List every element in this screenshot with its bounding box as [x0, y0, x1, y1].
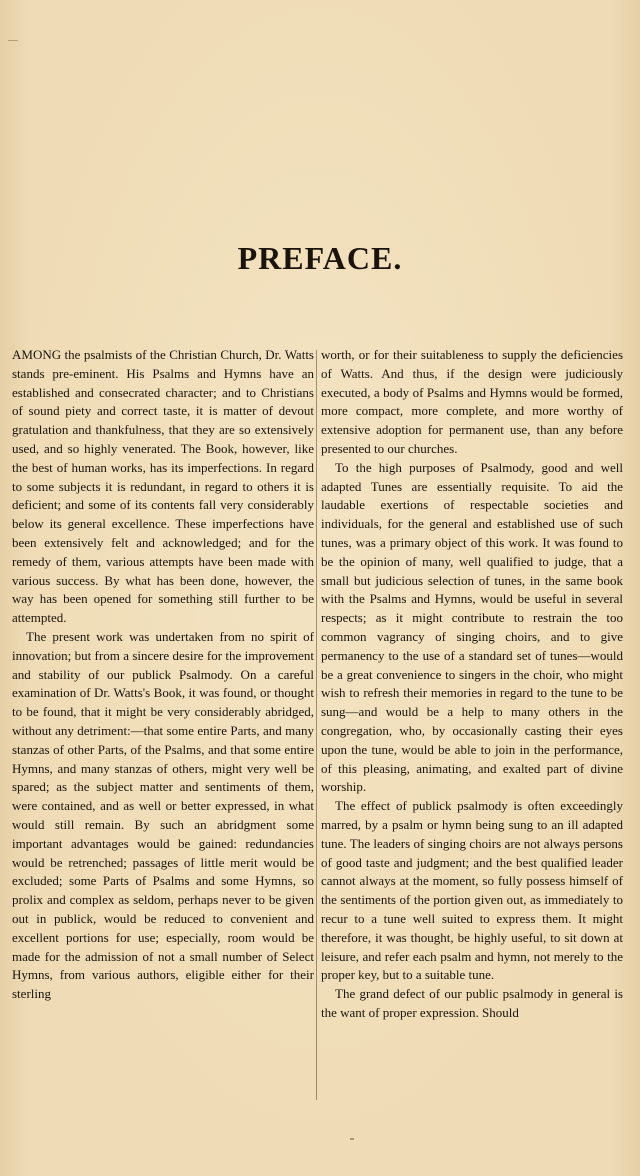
paragraph: worth, or for their suitableness to supply the deficiencies of Watts. And thus, if the design were judiciously executed, a body of Psalms and Hymns would be formed, more compact, more complete, and more worthy of extensive adoption for permanent use, than any before presented to our churches. — [321, 347, 623, 456]
page-title: PREFACE. — [237, 240, 403, 276]
left-column — [12, 346, 314, 1004]
paragraph: The grand defect of our public psalmody in general is the want of proper expression. Should — [321, 986, 623, 1020]
right-column — [321, 346, 623, 1023]
page-mark — [8, 40, 18, 41]
paragraph: The effect of publick psalmody is often exceedingly marred, by a psalm or hymn being sung to an ill adapted tune. The leaders of singing choirs are not always persons of good taste and judgment; and the best qualified leader cannot always at the moment, so fully possess himself of the sentiments of the portion given out, as immediately to recur to a tune well suited to express them. It might therefore, it was thought, be highly useful, to sit down at leisure, and refer each psalm and hymn, not merely to the proper key, but to a suitable tune. — [321, 798, 623, 983]
paragraph: To the high purposes of Psalmody, good and well adapted Tunes are essentially requisite. To aid the laudable exertions of respectable societies and individuals, for the general and established use of such tunes, was a primary object of this work. It was found to be the opinion of many, well qualified to judge, that a small but judicious selection of tunes, in the same book with the Psalms and Hymns, would be useful in several respects; as it might contribute to restrain the too common vagrancy of singing choirs, and to give permanency to the use of a standard set of tunes—would be a great convenience to singers in the choir, who might wish to refresh their memories in regard to the tune to be sung—and would be a help to many others in the congregation, who, by occasionally casting their eyes upon the tune, would be able to join in the performance, of this pleasing, animating, and exalted part of divine worship. — [321, 459, 623, 795]
ink-speck — [350, 1138, 354, 1140]
column-divider — [316, 350, 317, 1100]
paragraph: The present work was undertaken from no spirit of innovation; but from a sincere desire for the improvement and stability of our publick Psalmody. On a careful examination of Dr. Watts's Book, it was found, or thought to be found, that it might be very considerably abridged, without any detriment:—that some entire Parts, and many stanzas of other Parts, of the Psalms, and that some entire Hymns, and many stanzas of others, might very well be spared; as the subject matter and sentiments of them, were contained, and as well or better expressed, in what would still remain. By such an abridgment some important advantages would be gained: redundancies would be retrenched; passages of little merit would be excluded; some Parts of Psalms and some Hymns, so prolix and complex as seldom, perhaps never to be given out in publick, would be reduced to convenient and excellent portions for use; especially, room would be made for the admission of not a small number of Select Hymns, from various authors, eligible either for their sterling — [12, 628, 314, 1002]
paragraph: AMONG the psalmists of the Christian Church, Dr. Watts stands pre-eminent. His Psalms and Hymns have an established and consecrated character; and to Christians of sound piety and correct taste, it is matter of devout gratulation and thankfulness, that they are so extensively used, and so highly venerated. The Book, however, like the best of human works, has its imperfections. In regard to some subjects it is redundant, in regard to others it is deficient; and some of its contents fall very considerably below its general excellence. These imperfections have been extensively felt and acknowledged; and for the remedy of them, various attempts have been made with various success. By what has been done, however, the way has been opened for something still further to be attempted. — [12, 347, 314, 626]
